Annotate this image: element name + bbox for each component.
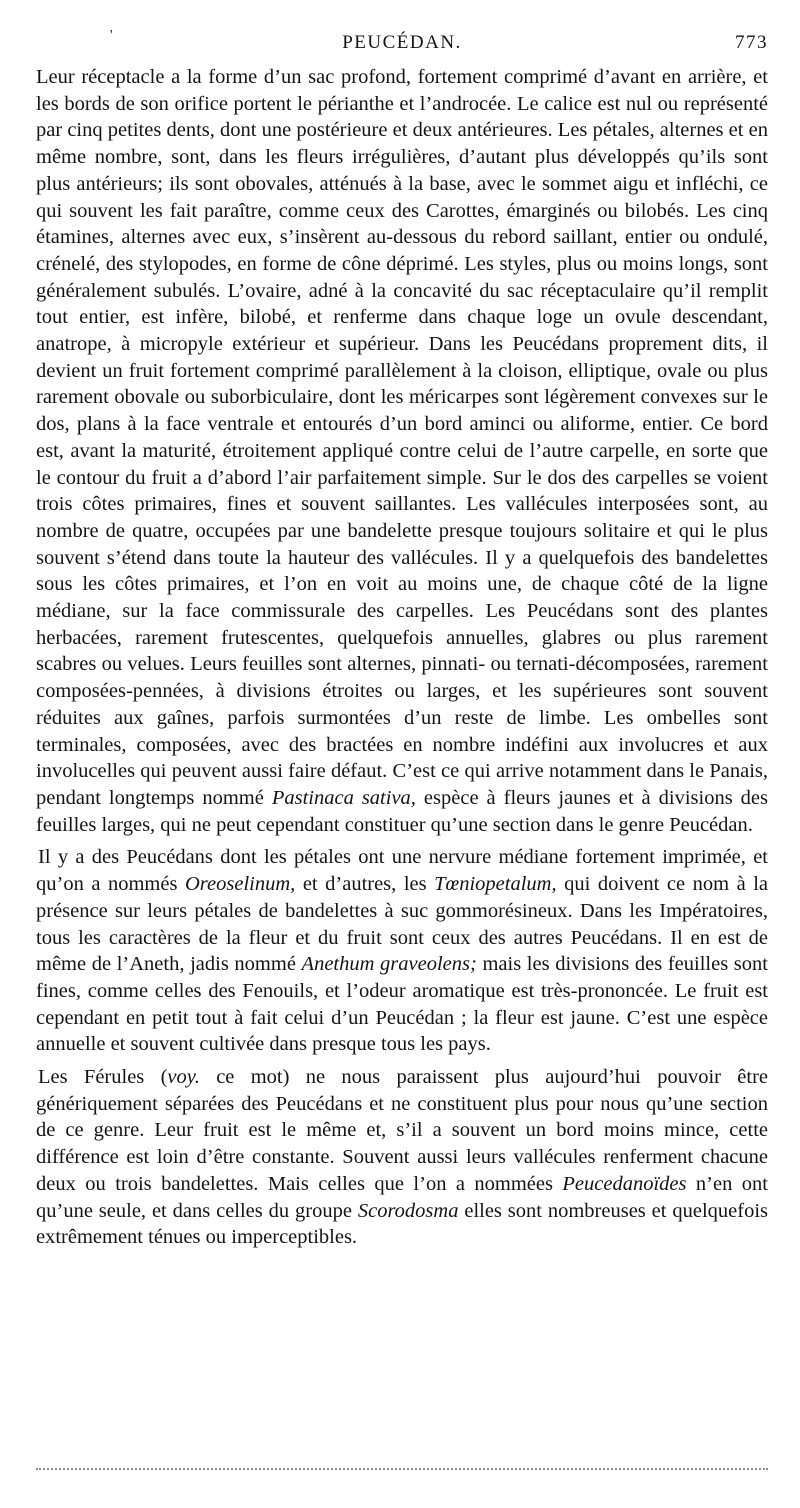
text-run: Il y a des Peucédans dont les pétales ont une nervure médiane fortement imprimée, et qu’on a nommés <box>36 846 768 896</box>
paragraph <box>36 844 768 1058</box>
printer-mark: ' <box>110 28 115 43</box>
text-run: espèce à fleurs jaunes et à divisions des feuilles larges, qui ne peut cependant constituer qu’une section dans le genre Peucédan. <box>36 786 769 836</box>
italic-text: Oreoselinum, <box>185 873 296 896</box>
paragraph <box>36 64 768 838</box>
footer-rule <box>36 1468 768 1470</box>
text-run: ce mot) ne nous paraissent plus aujourd’hui pouvoir être génériquement séparées des Peucédans et ne constituent plus pour nous qu’une section de ce genre. Leur fruit est le même et, s’il a souvent un bord moins mince, cette différence est loin d’être constante. Souvent aussi leurs vallécules renferment chacune deux ou trois bandelettes. Mais celles que l’on a nommées <box>36 1066 768 1195</box>
italic-text: Tœniopetalum, <box>434 873 557 896</box>
text-run: elles sont nombreuses et quelquefois extrêmement ténues ou imperceptibles. <box>36 1199 768 1249</box>
italic-text: Peucedanoïdes <box>562 1172 687 1195</box>
page-number: 773 <box>735 32 768 53</box>
text-run: n’en ont qu’une seule, et dans celles du groupe <box>36 1172 768 1222</box>
running-title: PEUCÉDAN. <box>342 32 462 53</box>
italic-text: Anethum graveolens; <box>301 953 477 976</box>
text-run: Leur réceptacle a la forme d’un sac profond, fortement comprimé d’avant en arrière, et les bords de son orifice portent le périanthe et l’androcée. Le calice est nul ou représenté par cinq petites dents, dont une postérieure et deux antérieures. Les pétales, alternes et en même nombre, sont, dans les fleurs irrégulières, d’autant plus développés qu’ils sont plus antérieurs; ils sont obovales, atténués à la base, avec le sommet aigu et infléchi, ce qui souvent les fait paraître, comme ceux des Carottes, émarginés ou bilobés. Les cinq étamines, alternes avec eux, s’insèrent au-dessous du rebord saillant, entier ou ondulé, crénelé, des stylopodes, en forme de cône déprimé. Les styles, plus ou moins longs, sont généralement subulés. L’ovaire, adné à la concavité du sac réceptaculaire qu’il remplit tout entier, est infère, bilobé, et renferme dans chaque loge un ovule descendant, anatrope, à micropyle extérieur et supérieur. Dans les Peucédans proprement dits, il devient un fruit fortement comprimé parallèlement à la cloison, elliptique, ovale ou plus rarement obovale ou suborbiculaire, dont les méricarpes sont légèrement convexes sur le dos, plans à la face ventrale et entourés d’un bord aminci ou aliforme, entier. Ce bord est, avant la maturité, étroitement appliqué contre celui de l’autre carpelle, en sorte que le contour du fruit a d’abord l’air parfaitement simple. Sur le dos des carpelles se voient trois côtes primaires, fines et souvent saillantes. Les vallécules interposées sont, au nombre de quatre, occupées par une bandelette presque toujours solitaire et qui le plus souvent s’étend dans toute la hauteur des vallécules. Il y a quelquefois des bandelettes sous les côtes primaires, et l’on en voit au moins une, de chaque côté de la ligne médiane, sur la face commissurale des carpelles. Les Peucédans sont des plantes herbacées, rarement frutescentes, quelquefois annuelles, glabres ou plus rarement scabres ou velues. Leurs feuilles sont alternes, pinnati- ou ternati-décomposées, rarement composées-pennées, à divisions étroites ou larges, et les supérieures sont souvent réduites aux gaînes, parfois surmontées d’un reste de limbe. Les ombelles sont terminales, composées, avec des bractées en nombre indéfini aux involucres et aux involucelles qui peuvent aussi faire défaut. C’est ce qui arrive notamment dans le Panais, pendant longtemps nommé <box>36 66 768 809</box>
body-text <box>36 64 768 1251</box>
italic-text: voy. <box>167 1066 200 1089</box>
italic-text: Scorodosma <box>357 1199 459 1222</box>
text-run: qui doivent ce nom à la présence sur leurs pétales de bandelettes à suc gommorésineux. Dans les Impératoires, tous les caractères de la fleur et du fruit sont ceux des autres Peucédans. Il en est de même de l’Aneth, jadis nommé <box>36 873 768 976</box>
running-header <box>36 28 768 60</box>
italic-text: Pastinaca sativa, <box>271 786 416 809</box>
text-run: Les Férules ( <box>38 1066 168 1089</box>
text-run: et d’autres, les <box>295 873 435 896</box>
paragraph <box>36 1064 768 1251</box>
text-run: mais les divisions des feuilles sont fines, comme celles des Fenouils, et l’odeur aromatique est très-prononcée. Le fruit est cependant en petit tout à fait celui d’un Peucédan ; la fleur est jaune. C’est une espèce annuelle et souvent cultivée dans presque tous les pays. <box>36 953 768 1056</box>
